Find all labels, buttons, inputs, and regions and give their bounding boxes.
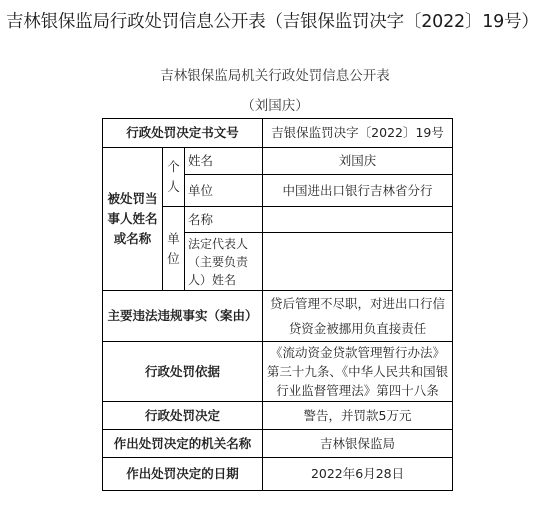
decision-value: 警告，并罚款5万元: [263, 402, 453, 430]
decision-number-label: 行政处罚决定书文号: [103, 119, 263, 148]
individual-unit-label: 单位: [185, 175, 263, 207]
table-row: [103, 148, 453, 175]
date-value: 2022年6月28日: [263, 458, 453, 491]
table-row: [103, 291, 453, 342]
individual-unit-value: 中国进出口银行吉林省分行: [263, 175, 453, 207]
entity-name-value: [263, 207, 453, 233]
entity-representative-value: [263, 233, 453, 291]
date-label: 作出处罚决定的日期: [103, 458, 263, 491]
decision-label: 行政处罚决定: [103, 402, 263, 430]
decision-number-value: 吉银保监罚决字〔2022〕19号: [263, 119, 453, 148]
violation-label: 主要违法违规事实（案由）: [103, 291, 263, 342]
authority-value: 吉林银保监局: [263, 430, 453, 458]
table-row: [103, 458, 453, 491]
entity-label: 单位: [163, 207, 185, 291]
document-title: 吉林银保监局机关行政处罚信息公开表: [160, 68, 390, 84]
individual-label: 个人: [163, 148, 185, 207]
table-row: [103, 402, 453, 430]
table-row: [103, 342, 453, 402]
violation-value: 贷后管理不尽职，对进出口行信贷资金被挪用负直接责任: [263, 291, 453, 342]
entity-representative-label: 法定代表人（主要负责人）姓名: [185, 233, 263, 291]
penalty-info-table: [102, 118, 453, 491]
table-row: [103, 119, 453, 148]
page-title: 吉林银保监局行政处罚信息公开表（吉银保监罚决字〔2022〕19号）: [6, 12, 539, 32]
individual-name-label: 姓名: [185, 148, 263, 175]
basis-label: 行政处罚依据: [103, 342, 263, 402]
document-subtitle: （刘国庆）: [241, 98, 309, 114]
authority-label: 作出处罚决定的机关名称: [103, 430, 263, 458]
entity-name-label: 名称: [185, 207, 263, 233]
basis-value: 《流动资金贷款管理暂行办法》第三十九条、《中华人民共和国银行业监督管理法》第四十八条: [263, 342, 453, 402]
individual-name-value: 刘国庆: [263, 148, 453, 175]
table-row: [103, 430, 453, 458]
party-label: 被处罚当事人姓名或名称: [103, 148, 163, 291]
